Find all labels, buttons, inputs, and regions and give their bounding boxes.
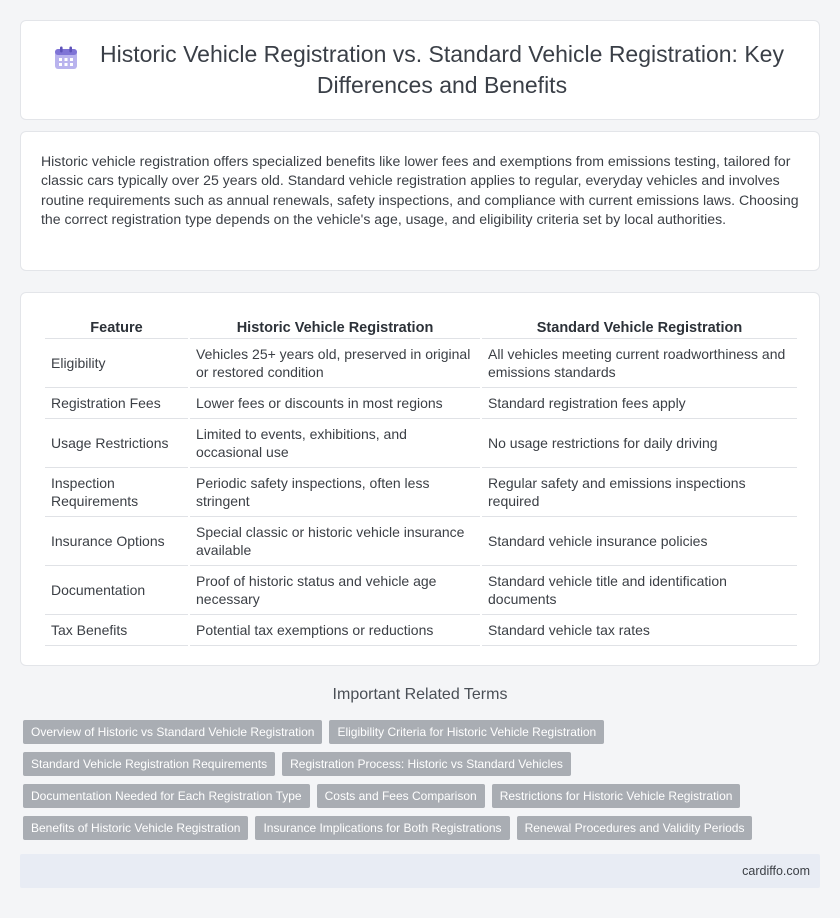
tag-row	[23, 720, 803, 744]
title-card	[20, 20, 820, 120]
related-term-tag[interactable]: Restrictions for Historic Vehicle Registration	[492, 784, 741, 808]
tag-row	[23, 816, 803, 840]
table-cell-feature: Usage Restrictions	[45, 419, 188, 468]
tag-row	[23, 752, 803, 776]
table-row	[45, 339, 797, 388]
related-term-tag[interactable]: Renewal Procedures and Validity Periods	[517, 816, 753, 840]
table-cell-historic: Limited to events, exhibitions, and occasional use	[190, 419, 480, 468]
table-cell-feature: Eligibility	[45, 339, 188, 388]
table-row	[45, 615, 797, 646]
table-cell-feature: Registration Fees	[45, 388, 188, 419]
table-cell-feature: Tax Benefits	[45, 615, 188, 646]
related-term-tag[interactable]: Documentation Needed for Each Registration Type	[23, 784, 310, 808]
table-row	[45, 517, 797, 566]
header-feature: Feature	[45, 313, 188, 339]
comparison-table-card	[20, 292, 820, 666]
table-row	[45, 419, 797, 468]
table-cell-feature: Inspection Requirements	[45, 468, 188, 517]
table-cell-standard: Standard vehicle title and identification documents	[482, 566, 797, 615]
footer-site-link[interactable]: cardiffo.com	[742, 864, 810, 878]
intro-paragraph: Historic vehicle registration offers specialized benefits like lower fees and exemptions from emissions testing, tailored for classic cars typically over 25 years old. Standard vehicle registration applies to regular, everyday vehicles and involves routine requirements such as annual renewals, safety inspections, and compliance with current emissions laws. Choosing the correct registration type depends on the vehicle's age, usage, and eligibility criteria set by local authorities.	[41, 153, 799, 228]
table-cell-feature: Documentation	[45, 566, 188, 615]
calendar-icon	[53, 45, 79, 71]
header-historic: Historic Vehicle Registration	[190, 313, 480, 339]
related-term-tag[interactable]: Registration Process: Historic vs Standard Vehicles	[282, 752, 571, 776]
table-cell-historic: Potential tax exemptions or reductions	[190, 615, 480, 646]
table-cell-standard: Regular safety and emissions inspections required	[482, 468, 797, 517]
table-cell-standard: Standard vehicle tax rates	[482, 615, 797, 646]
title-wrap	[53, 39, 787, 101]
table-cell-historic: Periodic safety inspections, often less stringent	[190, 468, 480, 517]
table-cell-historic: Special classic or historic vehicle insurance available	[190, 517, 480, 566]
related-term-tag[interactable]: Costs and Fees Comparison	[317, 784, 485, 808]
related-term-tag[interactable]: Benefits of Historic Vehicle Registration	[23, 816, 248, 840]
table-cell-historic: Vehicles 25+ years old, preserved in original or restored condition	[190, 339, 480, 388]
table-row	[45, 388, 797, 419]
table-cell-standard: All vehicles meeting current roadworthiness and emissions standards	[482, 339, 797, 388]
page-title: Historic Vehicle Registration vs. Standard Vehicle Registration: Key Differences and Benefits	[100, 41, 784, 98]
table-row	[45, 566, 797, 615]
related-term-tag[interactable]: Overview of Historic vs Standard Vehicle Registration	[23, 720, 322, 744]
table-cell-feature: Insurance Options	[45, 517, 188, 566]
intro-card	[20, 131, 820, 271]
table-header-row	[45, 313, 797, 339]
table-row	[45, 468, 797, 517]
table-cell-standard: Standard registration fees apply	[482, 388, 797, 419]
related-terms-tags	[23, 720, 803, 848]
header-standard: Standard Vehicle Registration	[482, 313, 797, 339]
table-cell-historic: Lower fees or discounts in most regions	[190, 388, 480, 419]
footer-bar	[20, 854, 820, 888]
related-term-tag[interactable]: Eligibility Criteria for Historic Vehicle Registration	[329, 720, 604, 744]
table-cell-standard: Standard vehicle insurance policies	[482, 517, 797, 566]
comparison-table	[43, 313, 799, 646]
table-cell-historic: Proof of historic status and vehicle age necessary	[190, 566, 480, 615]
table-cell-standard: No usage restrictions for daily driving	[482, 419, 797, 468]
related-terms-title: Important Related Terms	[332, 686, 508, 703]
tag-row	[23, 784, 803, 808]
related-term-tag[interactable]: Standard Vehicle Registration Requirements	[23, 752, 275, 776]
related-term-tag[interactable]: Insurance Implications for Both Registrations	[255, 816, 509, 840]
